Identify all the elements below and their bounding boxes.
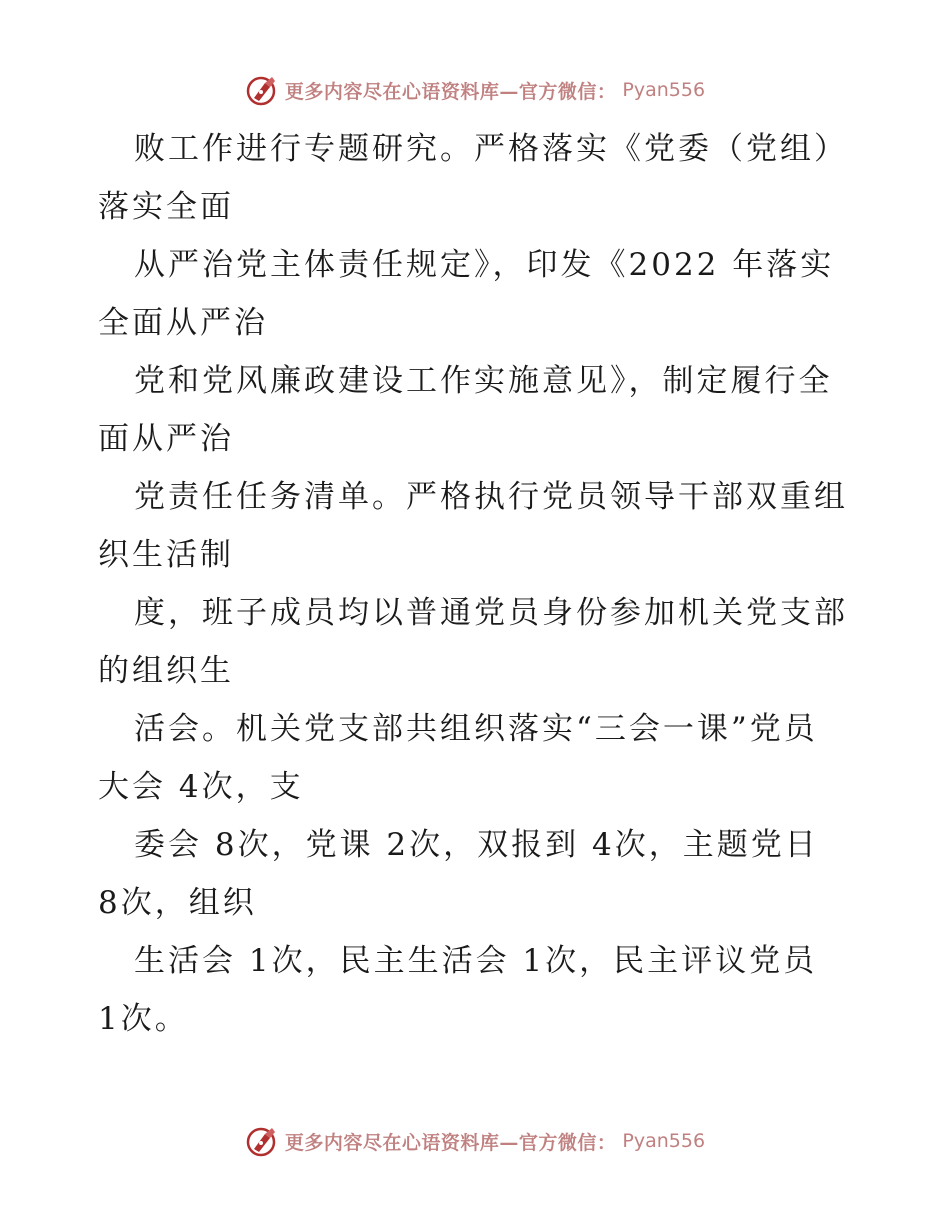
header-banner-text: 更多内容尽在心语资料库—官方微信：: [284, 80, 617, 103]
body-line: 活会。机关党支部共组织落实“三会一课”党员: [134, 711, 818, 747]
body-line: 的组织生: [98, 653, 234, 689]
body-line: 度，班子成员均以普通党员身份参加机关党支部: [134, 595, 848, 631]
body-line: 落实全面: [98, 189, 234, 225]
body-line: 生活会 1次，民主生活会 1次，民主评议党员: [134, 943, 818, 979]
header-banner-account: Pyan556: [622, 79, 706, 101]
pen-nib-logo-icon: [245, 1124, 279, 1158]
body-line: 从严治党主体责任规定》，印发《2022 年落实: [134, 247, 835, 283]
body-line: 党和党风廉政建设工作实施意见》，制定履行全: [134, 363, 833, 399]
body-line: 委会 8次，党课 2次，双报到 4次，主题党日: [134, 827, 819, 863]
body-line: 面从严治: [98, 421, 234, 457]
body-line: 全面从严治: [98, 305, 268, 341]
body-line: 8次，组织: [98, 885, 257, 921]
footer-banner-text: 更多内容尽在心语资料库—官方微信：: [284, 1131, 617, 1154]
body-line: 大会 4次，支: [98, 769, 304, 805]
footer-banner: [0, 1121, 950, 1161]
document-body: [98, 120, 858, 1048]
body-line: 党责任任务清单。严格执行党员领导干部双重组: [134, 479, 848, 515]
body-line: 败工作进行专题研究。严格落实《党委（党组）: [134, 131, 848, 167]
footer-banner-account: Pyan556: [622, 1130, 706, 1152]
header-banner: [0, 70, 950, 110]
body-line: 织生活制: [98, 537, 234, 573]
body-line: 1次。: [98, 1001, 189, 1037]
pen-nib-logo-icon: [245, 73, 279, 107]
